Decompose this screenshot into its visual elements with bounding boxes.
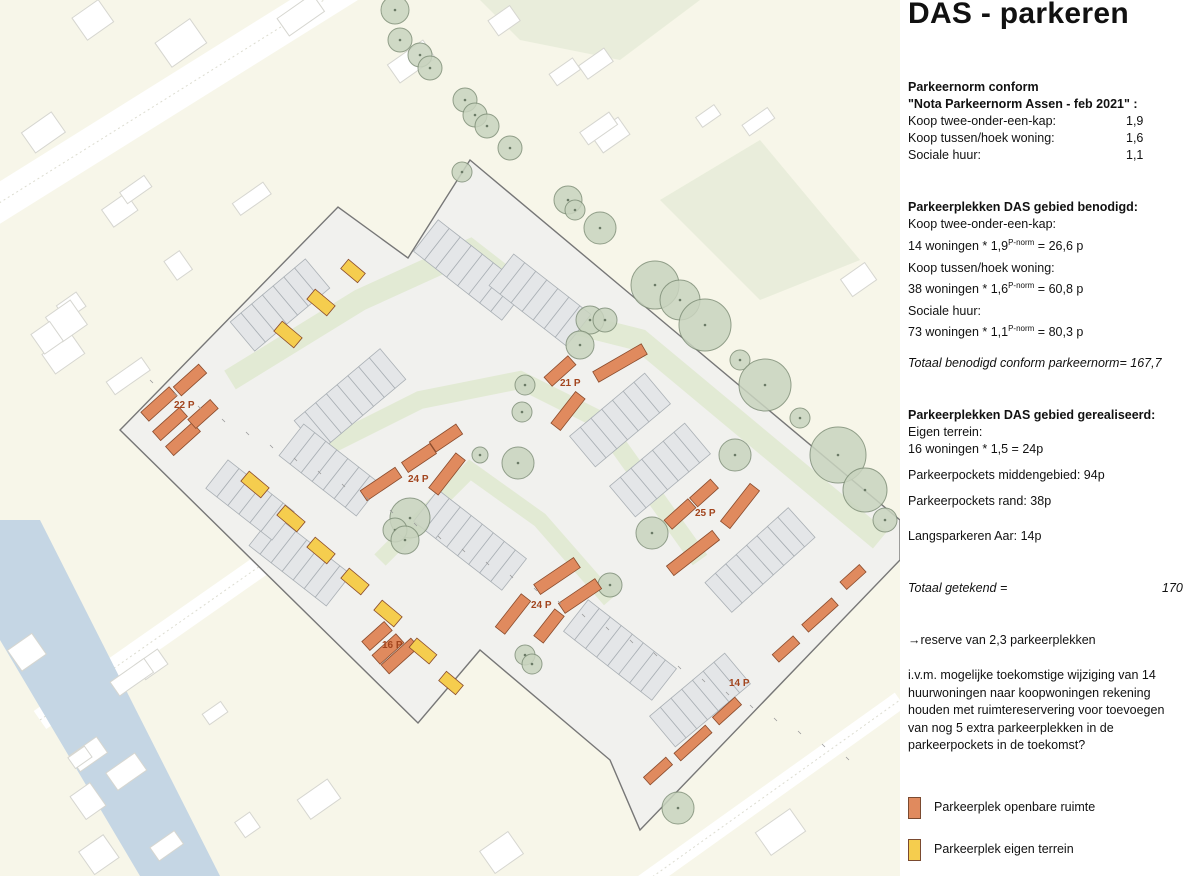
- tree-trunk: [604, 319, 607, 322]
- needed-group-calc: 38 woningen * $1,6^{P-norm} = 60,8$ p: [908, 281, 1084, 296]
- neighbour-house: [106, 357, 150, 394]
- neighbour-house: [480, 832, 524, 874]
- future-note-line: i.v.m. mogelijke toekomstige wijziging van 14: [908, 668, 1156, 682]
- path-marker: [846, 757, 849, 760]
- needed-group-label: Koop twee-onder-een-kap:: [908, 217, 1057, 231]
- neighbour-house: [742, 108, 775, 136]
- tree-trunk: [654, 284, 657, 287]
- tree-trunk: [837, 454, 840, 457]
- neighbour-house: [202, 701, 228, 724]
- realized-own-calc: 16 woningen * 1,5 = 24p: [908, 442, 1044, 456]
- norm-source: "Nota Parkeernorm Assen - feb 2021" :: [908, 97, 1138, 111]
- parking-pocket-label: 16 P: [382, 640, 403, 651]
- neighbour-house: [79, 835, 119, 875]
- needed-group-label: Sociale huur:: [908, 304, 981, 318]
- parking-pocket-label: 14 P: [729, 678, 750, 689]
- tree-trunk: [461, 171, 464, 174]
- norm-row-label: Koop twee-onder-een-kap:: [908, 114, 1057, 128]
- neighbour-house: [232, 182, 271, 215]
- future-note-line: parkeerpockets in de toekomst?: [908, 738, 1086, 752]
- tree-trunk: [409, 517, 412, 520]
- future-note-line: huurwoningen naar koopwoningen rekening: [908, 686, 1151, 700]
- legend-label-private-parking: Parkeerplek eigen terrein: [934, 842, 1074, 856]
- realized-total-value: 170: [1162, 581, 1183, 595]
- tree-trunk: [524, 384, 527, 387]
- green-area: [660, 140, 860, 300]
- tree-trunk: [419, 54, 422, 57]
- tree-trunk: [589, 319, 592, 322]
- needed-heading: Parkeerplekken DAS gebied benodigd:: [908, 200, 1138, 214]
- tree-trunk: [509, 147, 512, 150]
- path-marker: [774, 718, 777, 721]
- neighbour-house: [235, 812, 260, 838]
- tree-trunk: [531, 663, 534, 666]
- road-centerline: [0, 0, 420, 240]
- tree-trunk: [521, 411, 524, 414]
- tree-trunk: [704, 324, 707, 327]
- future-note-line: houden met ruimtereservering voor toevoegen: [908, 703, 1165, 717]
- canal: [0, 520, 220, 876]
- realized-own-label: Eigen terrein:: [908, 425, 983, 439]
- tree-trunk: [739, 359, 742, 362]
- norm-row-label: Sociale huur:: [908, 148, 981, 162]
- parking-pocket-label: 22 P: [174, 400, 195, 411]
- tree-trunk: [479, 454, 482, 457]
- needed-group-calc: 73 woningen * $1,1^{P-norm} = 80,3$ p: [908, 324, 1084, 339]
- norm-row-value: 1,1: [1126, 148, 1144, 162]
- legend-panel: [900, 0, 1204, 876]
- realized-middle: Parkeerpockets middengebied: 94p: [908, 468, 1105, 482]
- tree-trunk: [579, 344, 582, 347]
- tree-trunk: [517, 462, 520, 465]
- neighbour-house: [841, 263, 877, 297]
- page-title: DAS - parkeren: [908, 0, 1129, 30]
- tree-trunk: [609, 584, 612, 587]
- tree-trunk: [464, 99, 467, 102]
- realized-aar: Langsparkeren Aar: 14p: [908, 529, 1042, 543]
- tree-trunk: [599, 227, 602, 230]
- realized-heading: Parkeerplekken DAS gebied gerealiseerd:: [908, 408, 1156, 422]
- neighbour-house: [549, 58, 580, 86]
- future-note-line: van nog 5 extra parkeerplekken in de: [908, 721, 1114, 735]
- tree-trunk: [679, 299, 682, 302]
- neighbour-house: [755, 809, 805, 856]
- parking-pocket-label: 25 P: [695, 508, 716, 519]
- parking-pocket-label: 21 P: [560, 378, 581, 389]
- neighbour-house: [120, 175, 152, 203]
- needed-group-calc: 14 woningen * $1,9^{P-norm} = 26,6$ p: [908, 238, 1084, 253]
- tree-trunk: [486, 125, 489, 128]
- tree-trunk: [677, 807, 680, 810]
- parking-pocket-label: 24 P: [408, 474, 429, 485]
- norm-heading: Parkeernorm conform: [908, 80, 1039, 94]
- tree-trunk: [474, 114, 477, 117]
- tree-trunk: [567, 199, 570, 202]
- needed-total: Totaal benodigd conform parkeernorm= 167,7: [908, 356, 1162, 370]
- reserve-note: →reserve van 2,3 parkeerplekken: [908, 633, 1096, 647]
- legend-label-public-parking: Parkeerplek openbare ruimte: [934, 800, 1096, 814]
- realized-total-label: Totaal getekend =: [908, 581, 1008, 595]
- tree-trunk: [884, 519, 887, 522]
- neighbour-house: [297, 779, 340, 819]
- neighbour-house: [696, 105, 721, 128]
- tree-trunk: [394, 9, 397, 12]
- tree-trunk: [734, 454, 737, 457]
- green-area: [480, 0, 700, 60]
- norm-row-label: Koop tussen/hoek woning:: [908, 131, 1055, 145]
- tree-trunk: [574, 209, 577, 212]
- road: [0, 0, 420, 240]
- tree-trunk: [651, 532, 654, 535]
- legend-swatch-public-parking: [908, 797, 921, 819]
- tree-trunk: [399, 39, 402, 42]
- tree-trunk: [404, 539, 407, 542]
- tree-trunk: [429, 67, 432, 70]
- tree: [381, 0, 409, 24]
- path-marker: [150, 380, 153, 383]
- norm-row-value: 1,9: [1126, 114, 1144, 128]
- neighbour-house: [72, 0, 114, 40]
- path-marker: [798, 731, 801, 734]
- needed-group-label: Koop tussen/hoek woning:: [908, 261, 1055, 275]
- tree-trunk: [799, 417, 802, 420]
- tree-trunk: [864, 489, 867, 492]
- tree-trunk: [764, 384, 767, 387]
- norm-row-value: 1,6: [1126, 131, 1144, 145]
- neighbour-house: [164, 251, 192, 280]
- legend-swatch-private-parking: [908, 839, 921, 861]
- parking-pocket-label: 24 P: [531, 600, 552, 611]
- realized-edge: Parkeerpockets rand: 38p: [908, 494, 1052, 508]
